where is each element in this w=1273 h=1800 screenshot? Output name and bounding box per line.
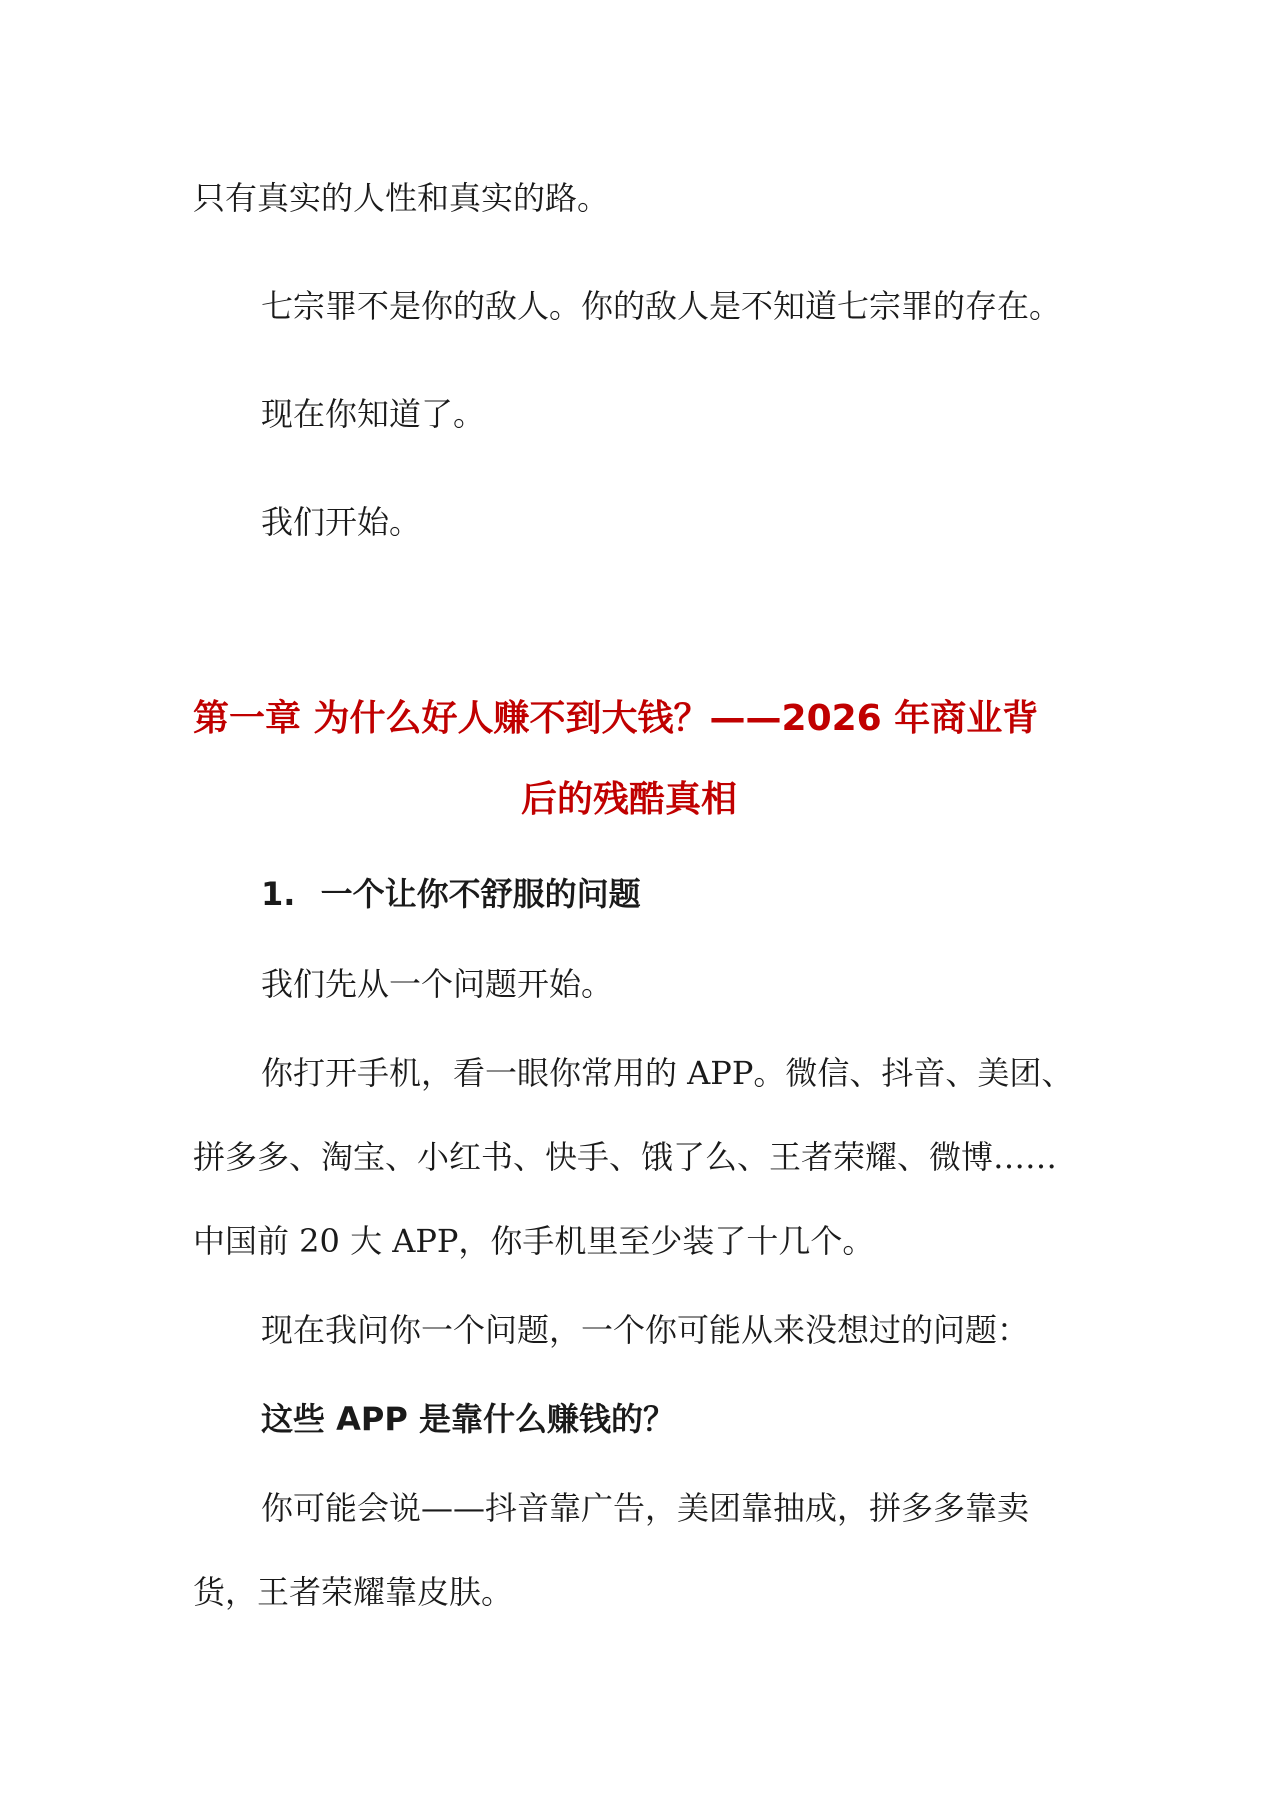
paragraph-seven-sins: 七宗罪不是你的敌人。你的敌人是不知道七宗罪的存在。 [261, 287, 1062, 325]
paragraph-answer-line-1: 你可能会说——抖音靠广告，美团靠抽成，拼多多靠卖 [261, 1489, 1030, 1527]
paragraph-we-begin: 我们开始。 [261, 503, 422, 541]
section-title: 一个让你不舒服的问题 [320, 875, 641, 913]
paragraph-start-question: 我们先从一个问题开始。 [261, 965, 614, 1003]
chapter-title-line-1: 第一章 为什么好人赚不到大钱？——2026 年商业背 [193, 698, 1039, 739]
paragraph-apps-line-2: 拼多多、淘宝、小红书、快手、饿了么、王者荣耀、微博…… [193, 1138, 1058, 1176]
section-heading [261, 874, 641, 914]
section-number: 1. [261, 875, 296, 913]
paragraph-truth-line: 只有真实的人性和真实的路。 [193, 179, 610, 217]
paragraph-apps-line-1: 你打开手机，看一眼你常用的 APP。微信、抖音、美团、 [261, 1054, 1074, 1092]
paragraph-ask-question: 现在我问你一个问题，一个你可能从来没想过的问题： [261, 1311, 1030, 1349]
paragraph-now-you-know: 现在你知道了。 [261, 395, 486, 433]
paragraph-answer-line-2: 货，王者荣耀靠皮肤。 [193, 1573, 514, 1611]
paragraph-apps-line-3: 中国前 20 大 APP，你手机里至少装了十几个。 [193, 1222, 875, 1260]
paragraph-bold-question: 这些 APP 是靠什么赚钱的？ [261, 1400, 675, 1438]
chapter-title-line-2: 后的残酷真相 [521, 779, 738, 820]
